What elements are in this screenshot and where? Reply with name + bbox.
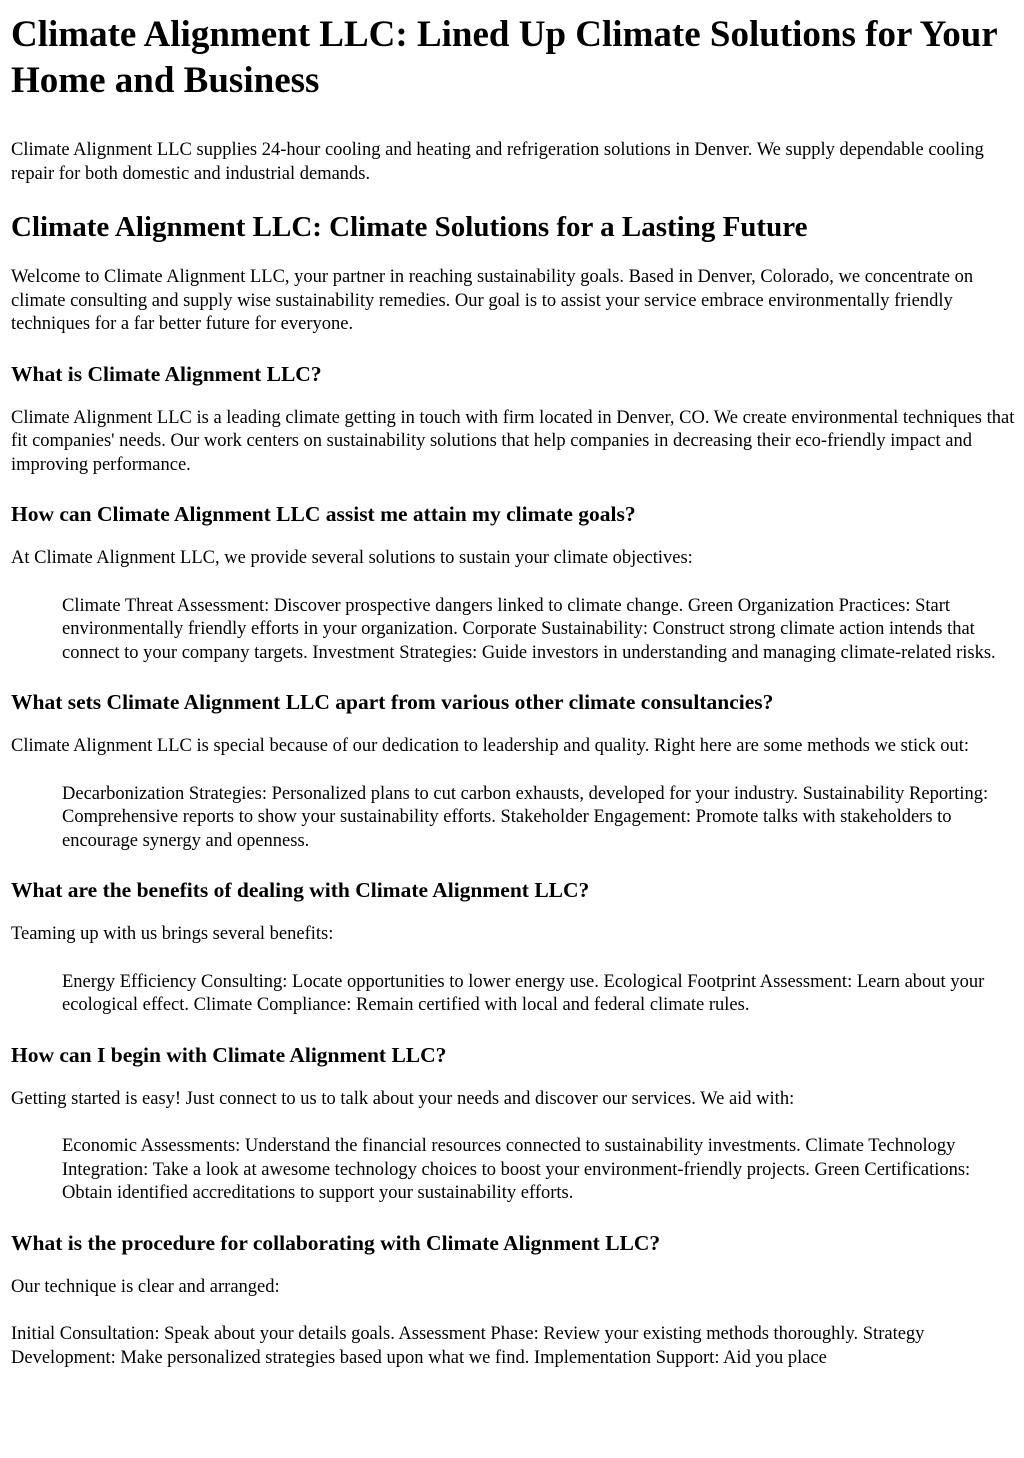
section-heading: Climate Alignment LLC: Climate Solutions for a Lasting Future [11,211,808,243]
faq-quote: Climate Threat Assessment: Discover prospective dangers linked to climate change. Green Organization Practices: Start environmentally friendly efforts in your organization. Corporate Sustainability: Construct strong climate action intends that connect to your company targets. Investment Strategies: Guide investors in understanding and managing climate-related risks. [62,595,996,663]
faq-followup-paragraph: Initial Consultation: Speak about your details goals. Assessment Phase: Review your existing methods thoroughly. Strategy Development: Make personalized strategies based upon what we find. Implementation Support: Aid you place [11,1324,925,1368]
faq-quote: Decarbonization Strategies: Personalized plans to cut carbon exhausts, developed for your industry. Sustainability Reporting: Comprehensive reports to show your sustainability efforts. Stakeholder Engagement: Promote talks with stakeholders to encourage synergy and openness. [62,783,989,851]
faq-question: What is the procedure for collaborating with Climate Alignment LLC? [11,1230,661,1255]
faq-answer: Climate Alignment LLC is special because of our dedication to leadership and quality. Right here are some methods we stick out: [11,736,969,756]
article [0,12,1024,1370]
faq-answer: Getting started is easy! Just connect to us to talk about your needs and discover our services. We aid with: [11,1088,795,1109]
faq-quote: Economic Assessments: Understand the financial resources connected to sustainability investments. Climate Technology Integration: Take a look at awesome technology choices to boost your environment-friendly projects. Green Certifications: Obtain identified accreditations to support your sustainability efforts. [62,1136,971,1203]
faq-answer: Climate Alignment LLC is a leading climate getting in touch with firm located in Denver, CO. We create environmental techniques that fit companies' needs. Our work centers on sustainability solutions that help companies in decreasing their eco-friendly impact and improving performance. [11,407,1015,475]
faq-quote: Energy Efficiency Consulting: Locate opportunities to lower energy use. Ecological Footprint Assessment: Learn about your ecological effect. Climate Compliance: Remain certified with local and federal climate rules. [62,971,985,1015]
faq-question: What is Climate Alignment LLC? [11,361,322,386]
faq-question: What sets Climate Alignment LLC apart from various other climate consultancies? [11,690,774,714]
faq-question: How can Climate Alignment LLC assist me attain my climate goals? [11,502,636,526]
faq-question: How can I begin with Climate Alignment LLC? [11,1042,447,1067]
faq-answer: Teaming up with us brings several benefits: [11,924,334,944]
faq-answer: Our technique is clear and arranged: [11,1276,280,1297]
faq-answer: At Climate Alignment LLC, we provide several solutions to sustain your climate objectives: [11,548,693,568]
faq-question: What are the benefits of dealing with Climate Alignment LLC? [11,878,590,902]
welcome-paragraph: Welcome to Climate Alignment LLC, your partner in reaching sustainability goals. Based in Denver, Colorado, we concentrate on climate consulting and supply wise sustainability remedies. Our goal is to assist your service embrace environmentally friendly techniques for a far better future for everyone. [11,267,974,334]
intro-paragraph: Climate Alignment LLC supplies 24-hour cooling and heating and refrigeration solutions in Denver. We supply dependable cooling repair for both domestic and industrial demands. [11,140,984,184]
page-title: Climate Alignment LLC: Lined Up Climate Solutions for Your Home and Business [11,14,998,101]
